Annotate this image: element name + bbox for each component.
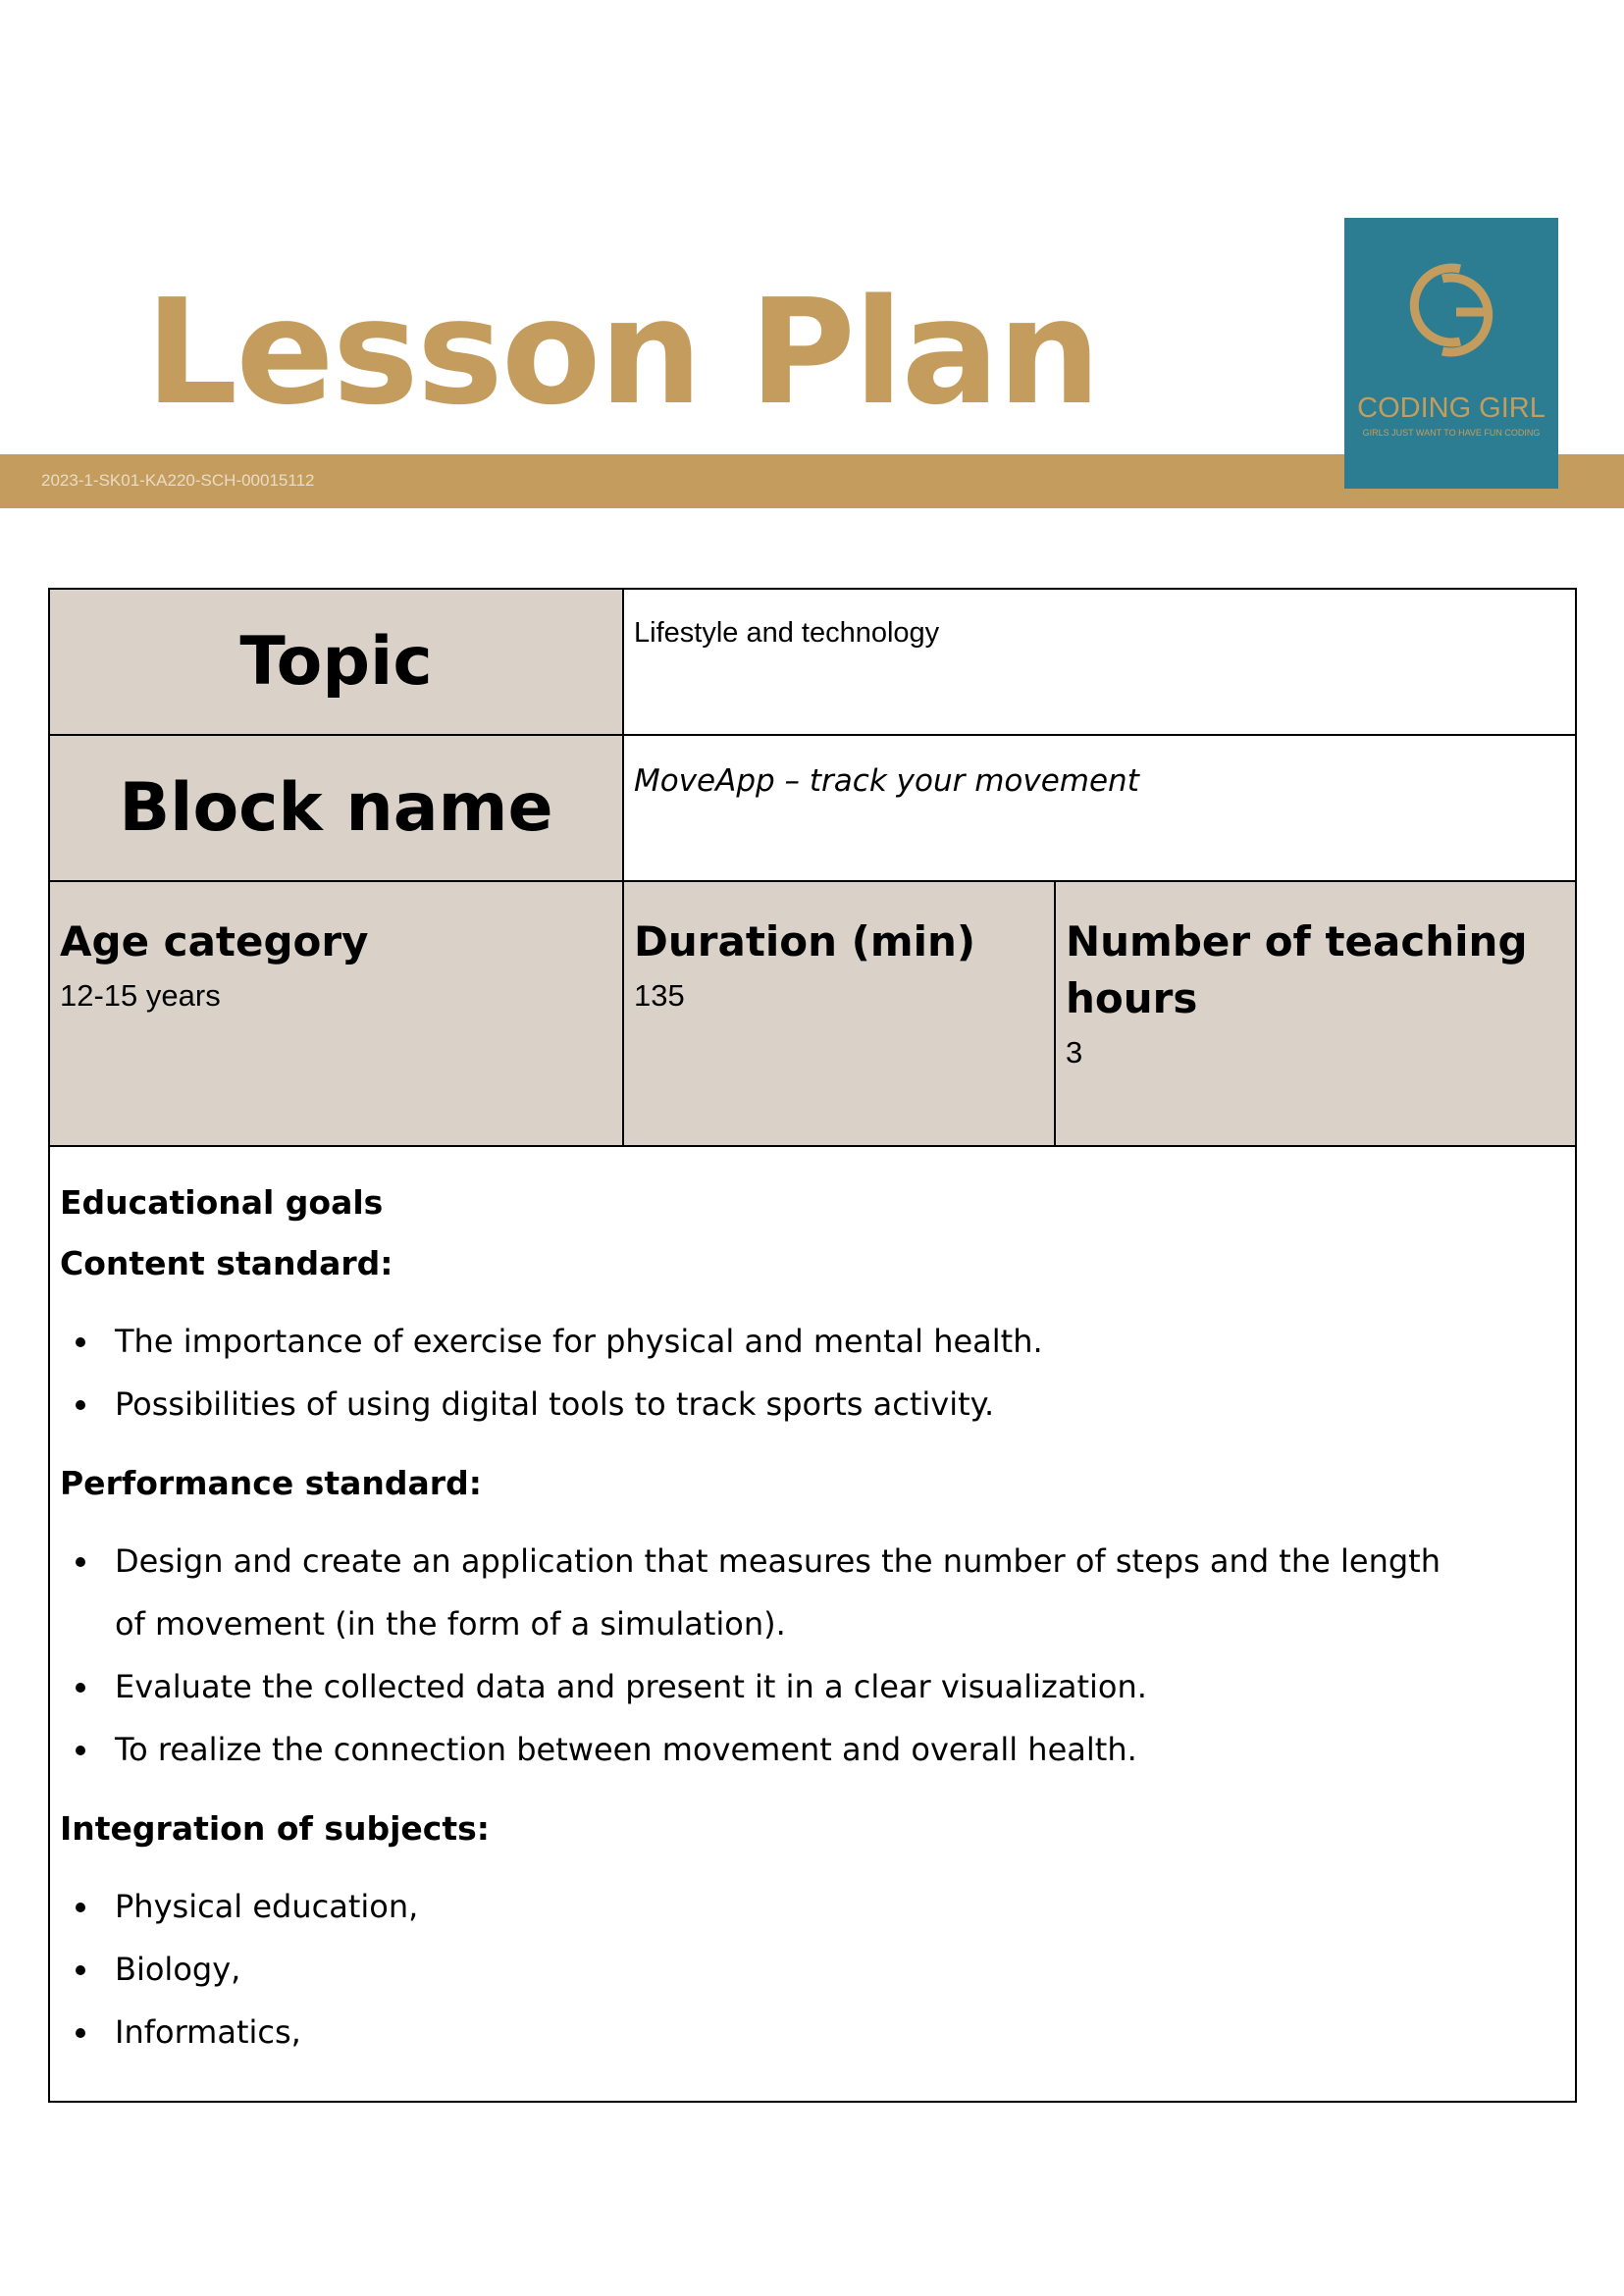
lesson-plan-table	[48, 588, 1577, 2103]
cg-monogram-icon	[1399, 251, 1503, 369]
age-category-value: 12-15 years	[60, 978, 221, 1013]
duration-label: Duration (min)	[634, 917, 976, 965]
list-item: Biology,	[60, 1938, 1565, 2001]
educational-goals-cell	[49, 1146, 1576, 2102]
block-label-cell	[49, 735, 623, 881]
block-name-label: Block name	[119, 768, 553, 847]
educational-goals-heading: Educational goals	[60, 1183, 384, 1222]
list-item: Informatics,	[60, 2001, 1565, 2063]
logo-tagline: GIRLS JUST WANT TO HAVE FUN CODING	[1362, 428, 1541, 438]
teaching-hours-label: Number of teaching hours	[1066, 917, 1528, 1022]
list-item: To realize the connection between movement and overall health.	[60, 1718, 1565, 1781]
coding-girl-logo	[1344, 218, 1558, 489]
topic-label-cell	[49, 589, 623, 735]
duration-cell	[623, 881, 1055, 1146]
age-category-label: Age category	[60, 917, 369, 965]
hours-cell	[1055, 881, 1576, 1146]
grant-code: 2023-1-SK01-KA220-SCH-00015112	[41, 471, 315, 490]
duration-value: 135	[634, 978, 685, 1013]
integration-heading: Integration of subjects:	[60, 1809, 490, 1848]
content-standard-heading: Content standard:	[60, 1244, 393, 1282]
page-title: Lesson Plan	[145, 268, 1099, 437]
logo-name: CODING GIRL	[1357, 392, 1545, 424]
list-item: Evaluate the collected data and present it in a clear visualization.	[60, 1655, 1565, 1718]
block-value-cell	[623, 735, 1576, 881]
integration-list	[60, 1875, 1565, 2063]
topic-label: Topic	[239, 622, 433, 701]
performance-standard-list	[60, 1530, 1565, 1781]
teaching-hours-value: 3	[1066, 1035, 1083, 1070]
list-item: Physical education,	[60, 1875, 1565, 1938]
performance-standard-heading: Performance standard:	[60, 1464, 482, 1502]
topic-value-cell	[623, 589, 1576, 735]
block-name-value: MoveApp – track your movement	[634, 763, 1139, 799]
topic-value: Lifestyle and technology	[634, 617, 940, 649]
age-cell	[49, 881, 623, 1146]
list-item: The importance of exercise for physical and mental health.	[60, 1310, 1565, 1373]
list-item: Design and create an application that measures the number of steps and the length of movement (in the form of a simulation).	[60, 1530, 1565, 1655]
list-item: Possibilities of using digital tools to track sports activity.	[60, 1373, 1565, 1435]
content-standard-list	[60, 1310, 1565, 1435]
